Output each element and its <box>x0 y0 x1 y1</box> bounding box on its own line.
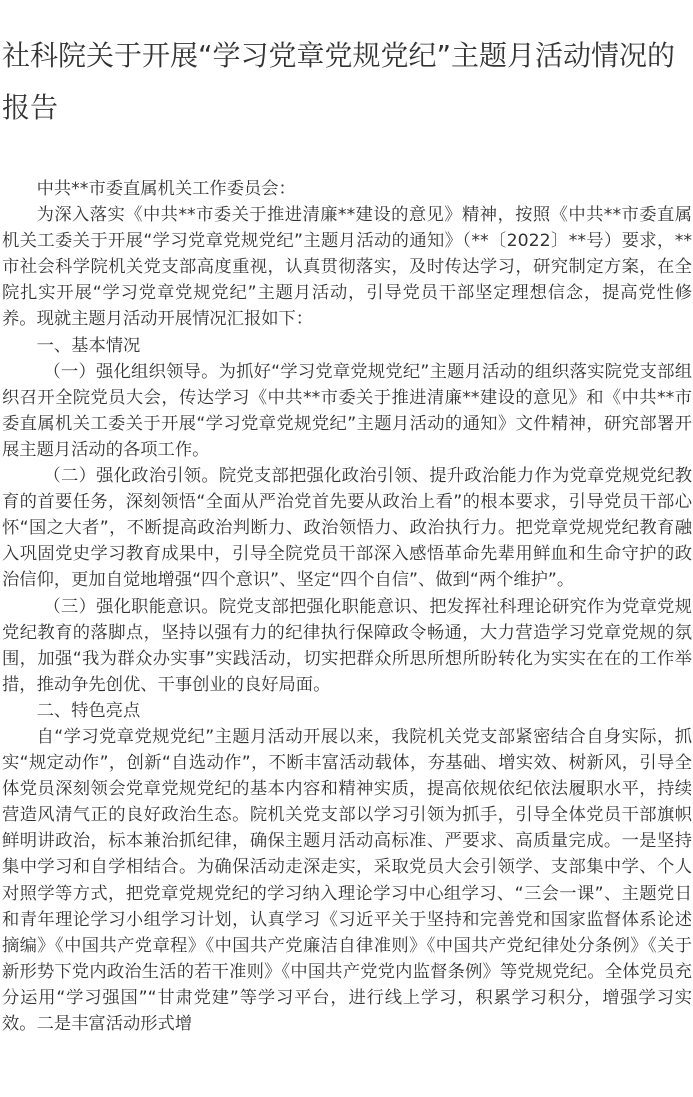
salutation: 中共**市委直属机关工作委员会： <box>36 179 296 199</box>
document-body <box>0 176 692 1037</box>
intro-paragraph: 为深入落实《中共**市委关于推进清廉**建设的意见》精神，按照《中共**市委直属机关工委关于开展“学习党章党规党纪”主题月活动的通知》（**〔2022〕**号）要求，**市社会科学院机关党支部高度重视，认真贯彻落实，及时传达学习，研究制定方案，在全院扎实开展“学习党章党规党纪”主题月活动，引导党员干部坚定理想信念，提高党性修养。现就主题月活动开展情况汇报如下： <box>2 205 692 330</box>
paragraph-function: （三）强化职能意识。院党支部把强化职能意识、把发挥社科理论研究作为党章党规党纪教育的落脚点，坚持以强有力的纪律执行保障政令畅通，大力营造学习党章党规的氛围，加强“我为群众办实事”实践活动，切实把群众所思所想所盼转化为实实在在的工作举措，推动争先创优、干事创业的良好局面。 <box>2 596 692 695</box>
paragraph-political: （二）强化政治引领。院党支部把强化政治引领、提升政治能力作为党章党规党纪教育的首要任务，深刻领悟“全面从严治党首先要从政治上看”的根本要求，引导党员干部心怀“国之大者”，不断提高政治判断力、政治领悟力、政治执行力。把党章党规党纪教育融入巩固党史学习教育成果中，引导全院党员干部深入感悟革命先辈用鲜血和生命守护的政治信仰，更加自觉地增强“四个意识”、坚定“四个自信”、做到“两个维护”。 <box>2 466 692 591</box>
paragraph-organization: （一）强化组织领导。为抓好“学习党章党规党纪”主题月活动的组织落实院党支部组织召开全院党员大会，传达学习《中共**市委关于推进清廉**建设的意见》和《中共**市委直属机关工委关于开展“学习党章党规党纪”主题月活动的通知》文件精神，研究部署开展主题月活动的各项工作。 <box>2 361 692 460</box>
section-heading-highlights: 二、特色亮点 <box>36 700 141 721</box>
paragraph-highlights: 自“学习党章党规党纪”主题月活动开展以来，我院机关党支部紧密结合自身实际，抓实“规定动作”，创新“自选动作”，不断丰富活动载体，夯基础、增实效、树新风，引导全体党员深刻领会党章党规党纪的基本内容和精神实质，提高依规依纪依法履职水平，持续营造风清气正的良好政治生态。院机关党支部以学习引领为抓手，引导全体党员干部旗帜鲜明讲政治，标本兼治抓纪律，确保主题月活动高标准、严要求、高质量完成。一是坚持集中学习和自学相结合。为确保活动走深走实，采取党员大会引领学、支部集中学、个人对照学等方式，把党章党规党纪的学习纳入理论学习中心组学习、“三会一课”、主题党日和青年理论学习小组学习计划，认真学习《习近平关于坚持和完善党和国家监督体系论述摘编》《中国共产党章程》《中国共产党廉洁自律准则》《中国共产党纪律处分条例》《关于新形势下党内政治生活的若干准则》《中国共产党党内监督条例》等党规党纪。全体党员充分运用“学习强国”“甘肃党建”等学习平台，进行线上学习，积累学习积分，增强学习实效。二是丰富活动形式增 <box>2 726 692 1034</box>
document-title: 社科院关于开展“学习党章党规党纪”主题月活动情况的报告 <box>2 39 676 124</box>
section-heading-basic: 一、基本情况 <box>36 335 141 356</box>
